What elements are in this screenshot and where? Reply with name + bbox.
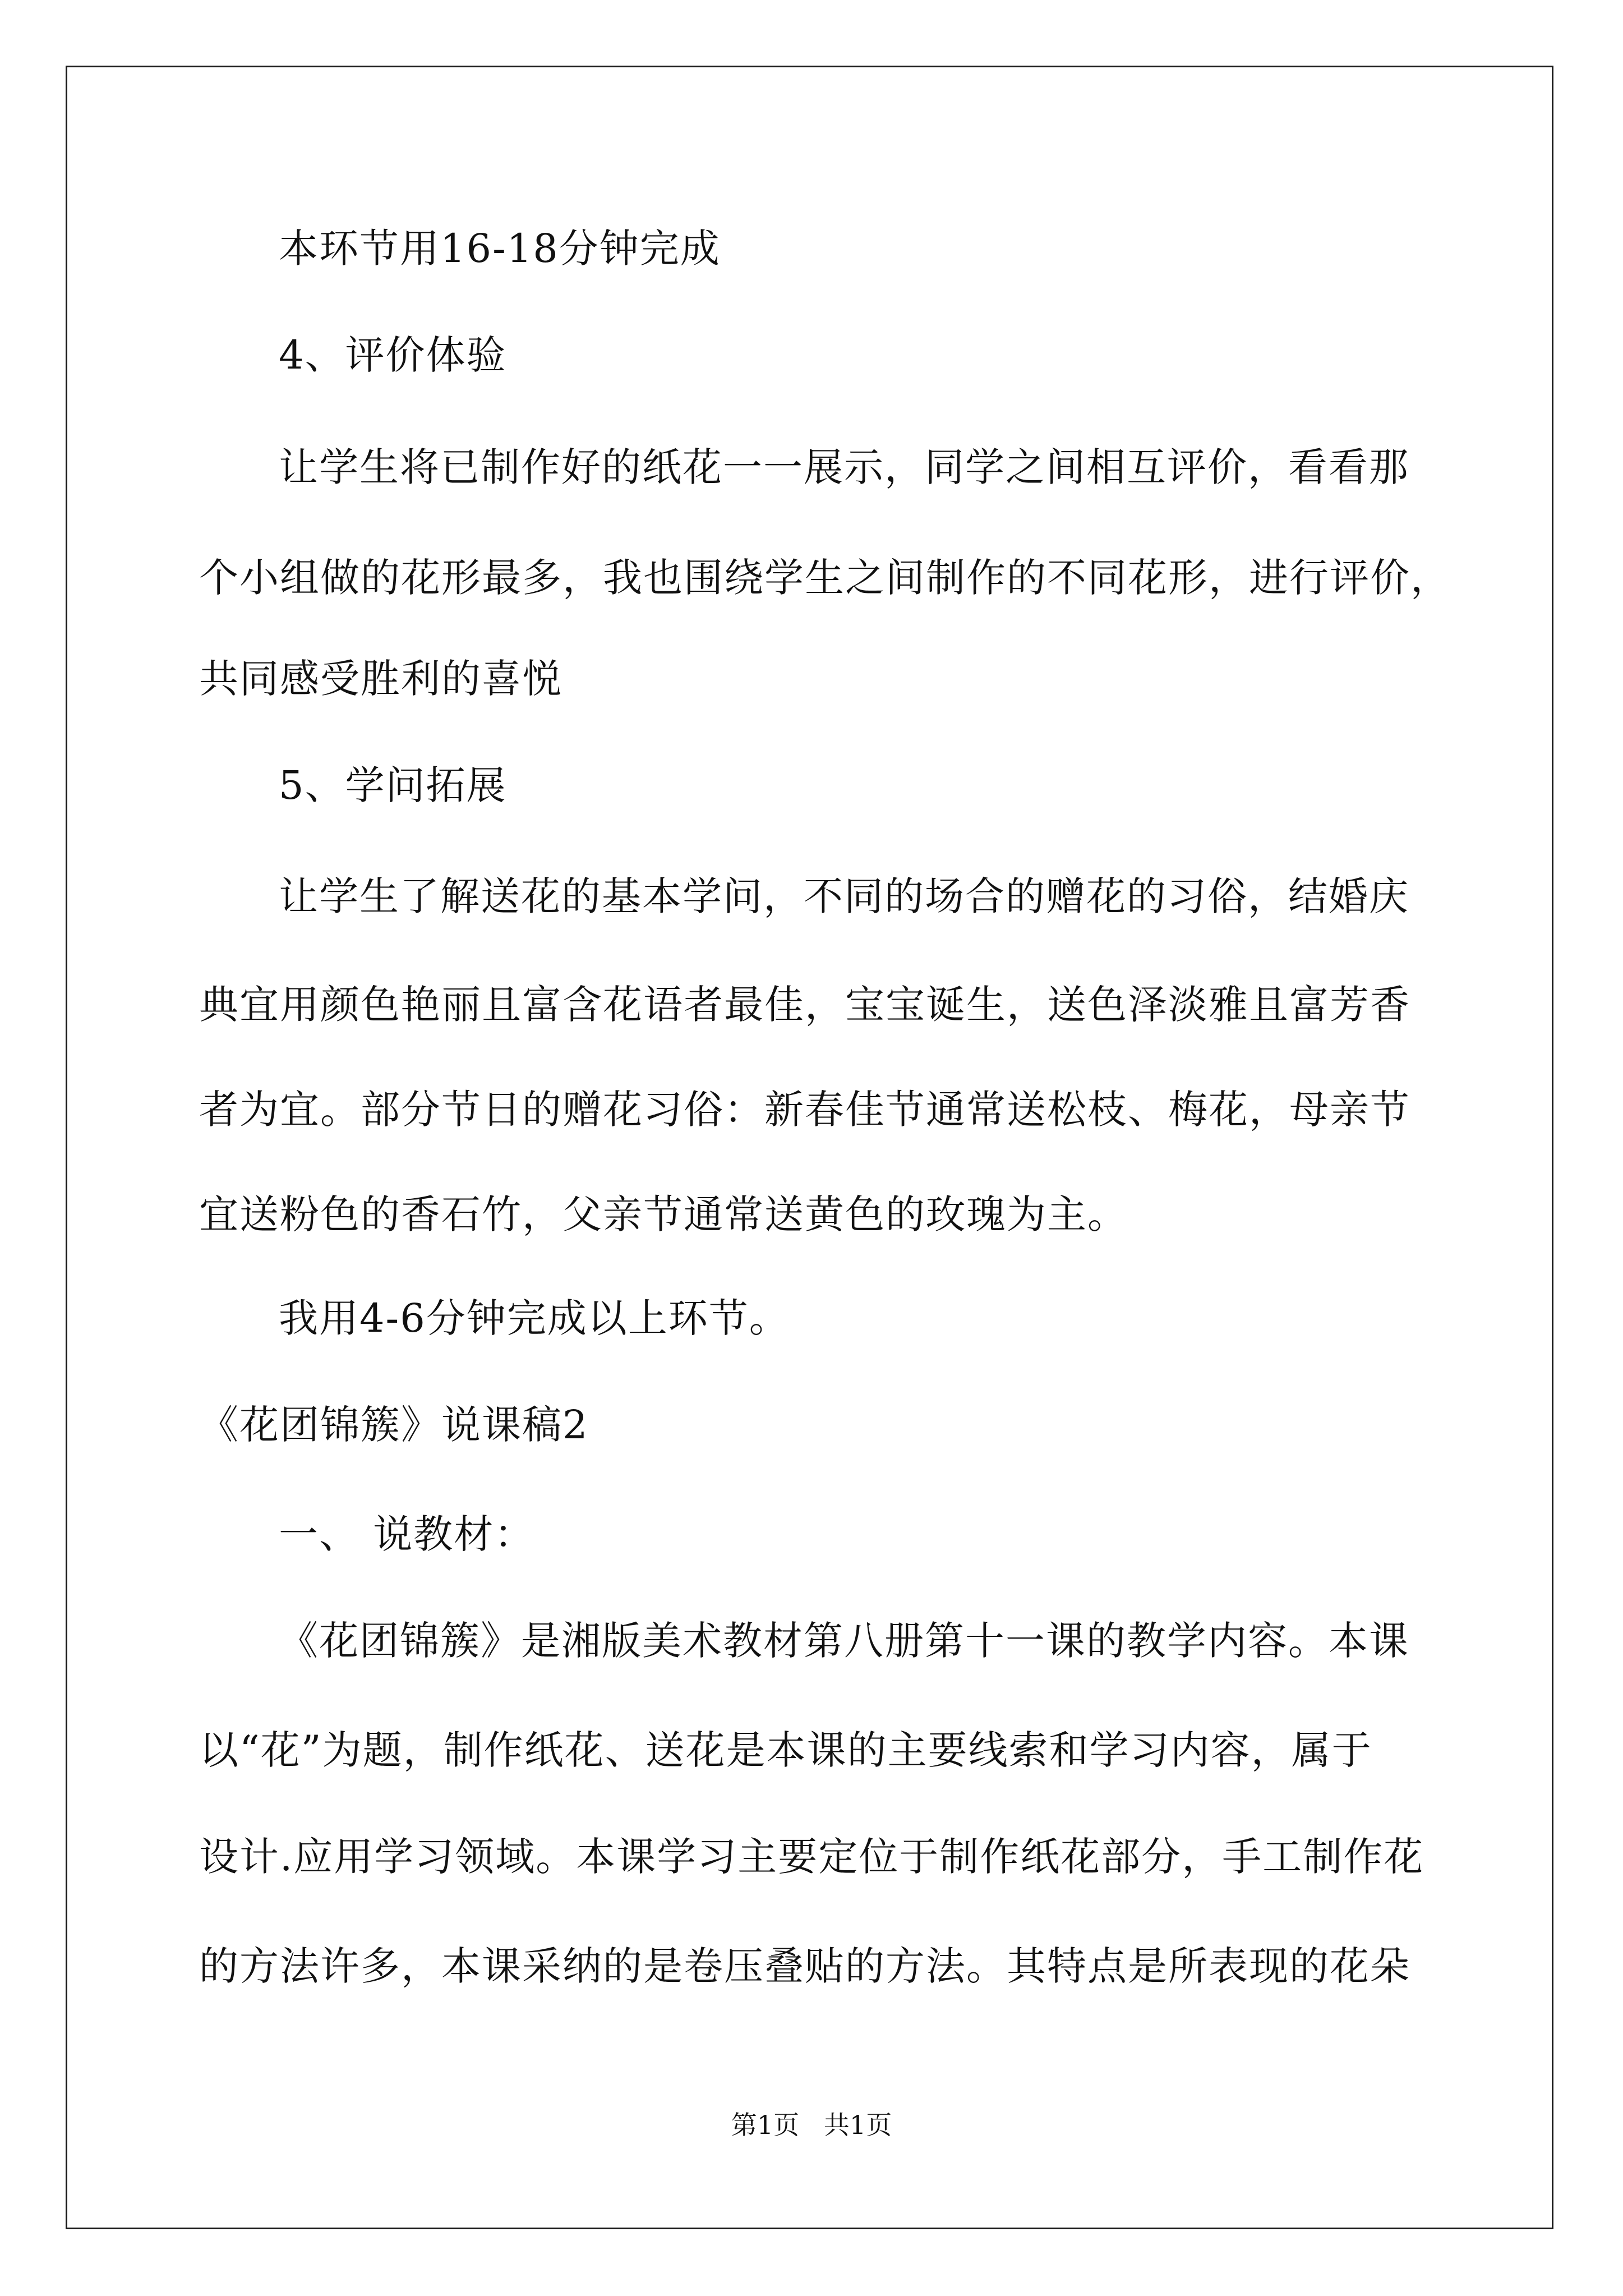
section-heading-evaluation: 4、评价体验 [279, 332, 507, 378]
paragraph-line: 设计.应用学习领域。本课学习主要定位于制作纸花部分，手工制作花 [199, 1834, 1424, 1880]
paragraph-line: 《花团锦簇》是湘版美术教材第八册第十一课的教学内容。本课 [279, 1618, 1409, 1664]
section-heading-extension: 5、学问拓展 [279, 762, 507, 808]
paragraph-line: 共同感受胜利的喜悦 [199, 656, 562, 702]
paragraph-line: 者为宜。部分节日的赠花习俗：新春佳节通常送松枝、梅花，母亲节 [199, 1087, 1410, 1133]
paragraph-line-time-1: 本环节用16-18分钟完成 [279, 226, 721, 272]
document-title: 《花团锦簇》说课稿2 [199, 1402, 589, 1448]
paragraph-line: 的方法许多，本课采纳的是卷压叠贴的方法。其特点是所表现的花朵 [199, 1943, 1410, 1989]
paragraph-line: 个小组做的花形最多，我也围绕学生之间制作的不同花形，进行评价， [199, 555, 1451, 601]
page-border [66, 66, 1553, 2229]
paragraph-line-time-2: 我用4-6分钟完成以上环节。 [279, 1295, 790, 1341]
paragraph-line: 让学生了解送花的基本学问，不同的场合的赠花的习俗，结婚庆 [279, 873, 1409, 919]
paragraph-line: 典宜用颜色艳丽且富含花语者最佳，宝宝诞生，送色泽淡雅且富芳香 [199, 982, 1410, 1028]
page-footer: 第1页 共1页 [731, 2110, 892, 2140]
paragraph-line: 宜送粉色的香石竹，父亲节通常送黄色的玫瑰为主。 [199, 1191, 1128, 1237]
paragraph-line: 让学生将已制作好的纸花一一展示，同学之间相互评价，看看那 [279, 444, 1409, 490]
paragraph-line: 以“花”为题，制作纸花、送花是本课的主要线索和学习内容，属于 [199, 1727, 1372, 1773]
section-heading-textbook: 一、 说教材： [279, 1511, 535, 1557]
